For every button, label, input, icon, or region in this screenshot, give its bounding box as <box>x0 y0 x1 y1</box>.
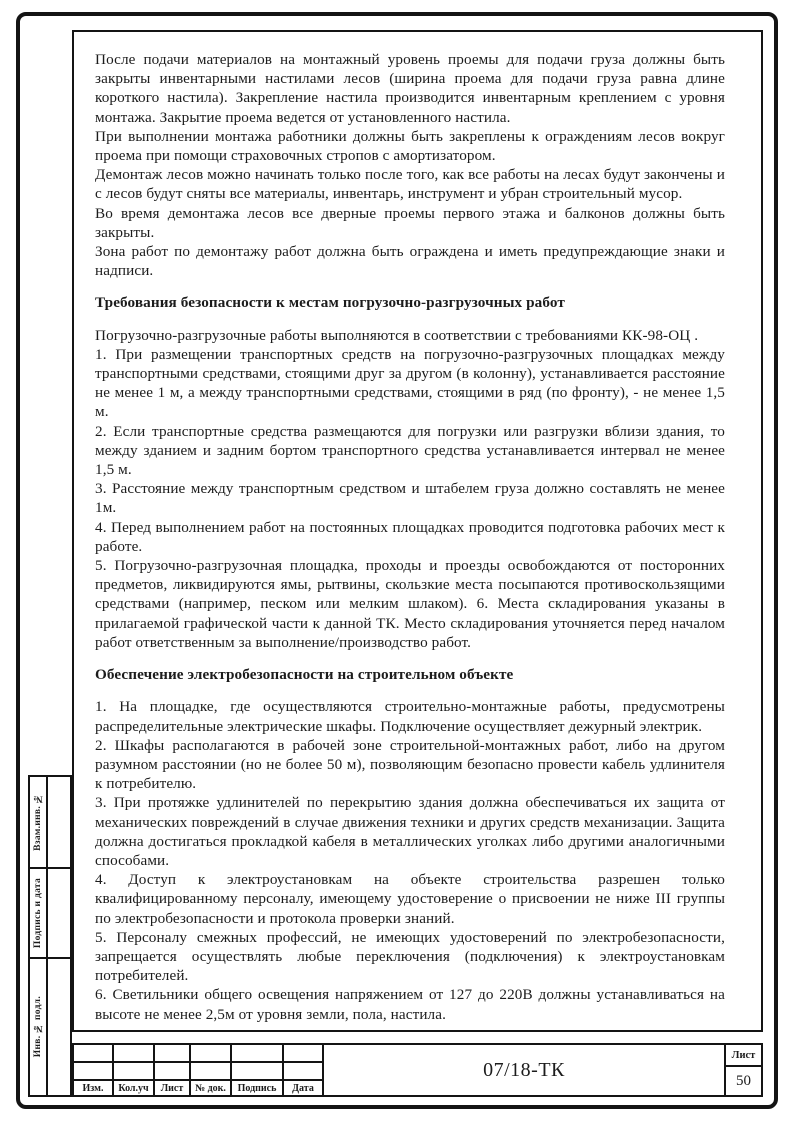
paragraph: Демонтаж лесов можно начинать только после того, как все работы на лесах будут закончены и с лесов будут сняты все материалы, инвентарь, инструмент и убран строительный мусор. <box>95 166 725 203</box>
section-heading-electrical-safety: Обеспечение электробезопасности на строительном объекте <box>95 666 514 684</box>
list-item: 4. Доступ к электроустановкам на объекте строительства разрешен только квалифицированному персоналу, имеющему удостоверение о присвоении не ниже III группы по электробезопасности и протокола проверки знаний. <box>95 871 725 927</box>
paragraph: Зона работ по демонтажу работ должна быть ограждена и иметь предупреждающие знаки и надписи. <box>95 243 725 280</box>
stamp-cell-empty-field <box>48 777 70 867</box>
revision-header-izm: Изм. <box>74 1081 114 1095</box>
stamp-label-text: Подпись и дата <box>33 877 43 949</box>
revision-header-podpis: Подпись <box>232 1081 284 1095</box>
paragraph: После подачи материалов на монтажный уровень проемы для подачи груза должны быть закрыты инвентарными настилами лесов (ширина проема для подачи груза равна длине короткого настила). Закрепление настила производится инвентарным креплением с уровня монтажа. Закрытие проема ведется от установленного настила. <box>95 51 725 126</box>
revision-header-koluch: Кол.уч <box>114 1081 155 1095</box>
list-item: 1. При размещении транспортных средств на погрузочно-разгрузочных площадках между транспортными средствами, стоящими друг за другом (в колонну), устанавливается расстояние не менее 1 м, а между транспортными средствами, стоящими в ряд (по фронту), - не менее 1,5 м. <box>95 345 725 421</box>
section-heading-loading-works: Требования безопасности к местам погрузочно-разгрузочных работ <box>95 294 565 312</box>
revision-header-doc-number: № док. <box>191 1081 232 1095</box>
revision-cell <box>232 1063 284 1079</box>
paragraph: Во время демонтажа лесов все дверные проемы первого этажа и балконов должны быть закрыты. <box>95 204 725 241</box>
document-code: 07/18-ТК <box>324 1045 726 1095</box>
paragraph: При выполнении монтажа работники должны быть закреплены к ограждениям лесов вокруг проема при помощи страховочных стропов с амортизатором. <box>95 127 725 165</box>
revision-cell <box>74 1045 114 1061</box>
stamp-cell-empty-field <box>48 869 70 957</box>
revision-cell <box>232 1045 284 1061</box>
stamp-cell-vzam-inv <box>28 775 72 869</box>
list-item: 2. Шкафы располагаются в рабочей зоне строительной-монтажных работ, либо на другом разумном расстоянии (но не более 50 м), позволяющим безопасно провести кабель удлинителя к потребителю. <box>95 736 725 793</box>
revision-cell <box>155 1045 191 1061</box>
sheet-box <box>726 1045 761 1095</box>
title-block <box>72 1043 763 1097</box>
list-item: 5. Персоналу смежных профессий, не имеющих удостоверений по электробезопасности, запрещается осуществлять любые переключения (подключения) к электроустановкам потребителей. <box>95 928 725 985</box>
revision-cell <box>114 1063 155 1079</box>
sheet-number: 50 <box>736 1072 751 1089</box>
stamp-cell-label <box>30 869 48 957</box>
revision-header-data: Дата <box>292 1082 314 1094</box>
revision-header-row <box>74 1081 322 1095</box>
revision-row-empty <box>74 1045 322 1063</box>
revision-row-empty <box>74 1063 322 1081</box>
paragraph: Погрузочно-разгрузочные работы выполняются в соответствии с требованиями КК-98-ОЦ . <box>95 326 699 344</box>
stamp-cell-podpis-data <box>28 867 72 959</box>
revision-cell <box>155 1063 191 1079</box>
list-item: 2. Если транспортные средства размещаются для погрузки или разгрузки вблизи здания, то между зданием и задним бортом транспортного средства устанавливается интервал не менее 1,5 м. <box>95 422 725 479</box>
revision-cell <box>284 1045 322 1061</box>
list-item: 6. Светильники общего освещения напряжением от 127 до 220В должны устанавливаться на высоте не менее 2,5м от уровня земли, пола, настила. <box>95 986 725 1023</box>
revision-cell <box>114 1045 155 1061</box>
stamp-label-text: Взам.инв. № <box>33 793 43 851</box>
list-item: 4. Перед выполнением работ на постоянных площадках проводится подготовка рабочих мест к работе. <box>95 518 725 555</box>
revision-cell <box>191 1063 232 1079</box>
list-item: 3. При протяжке удлинителей по перекрытию здания должна обеспечиваться их защита от механических повреждений в случае движения техники и других средств механизации. Защита должна достигаться прокладкой кабеля в металлических уголках либо другими аналогичными способами. <box>95 794 725 869</box>
stamp-cell-label <box>30 777 48 867</box>
sheet-label: Лист <box>726 1045 761 1067</box>
stamp-label-text: Инв. № подл. <box>33 996 43 1058</box>
list-item: 3. Расстояние между транспортным средством и штабелем груза должно составлять не менее 1м. <box>95 480 725 517</box>
revision-header-list: Лист <box>155 1081 191 1095</box>
stamp-cell-label <box>30 959 48 1095</box>
revision-cell <box>74 1063 114 1079</box>
revision-cell <box>191 1045 232 1061</box>
stamp-cell-empty-field <box>48 959 70 1095</box>
stamp-cell-inv-podl <box>28 957 72 1097</box>
revision-table <box>74 1045 324 1095</box>
revision-cell <box>284 1063 322 1079</box>
document-body <box>95 50 725 1024</box>
list-item: 5. Погрузочно-разгрузочная площадка, проходы и проезды освобождаются от посторонних предметов, ликвидируются ямы, рытвины, скользкие места посыпаются противоскользящими средствами (например, песком или мелким шлаком). 6. Места складирования указаны в прилагаемой графической части к данной ТК. Место складирования уточняется перед началом работ ответственным за выполнение/производство работ. <box>95 557 725 651</box>
list-item: 1. На площадке, где осуществляются строительно-монтажные работы, предусмотрены распределительные электрические шкафы. Подключение осуществляет дежурный электрик. <box>95 698 725 735</box>
